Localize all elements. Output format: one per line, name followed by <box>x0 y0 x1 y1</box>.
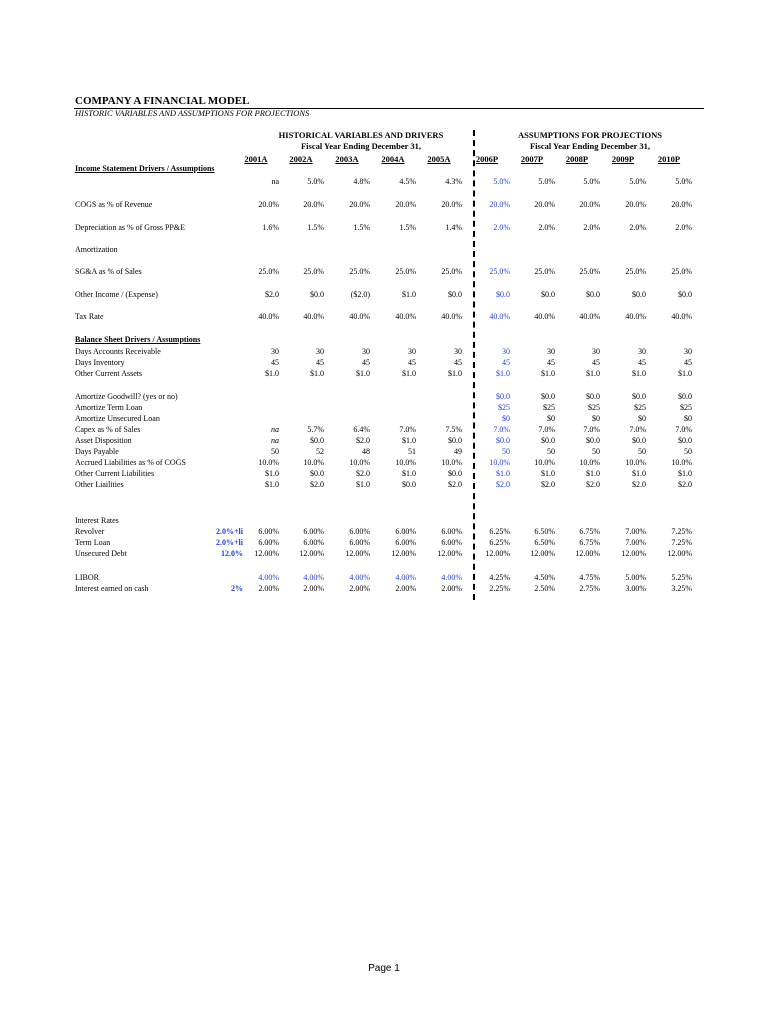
table-cell: $1.0 <box>586 369 600 378</box>
table-cell: 7.25% <box>671 527 692 536</box>
table-cell: 1.5% <box>307 223 324 232</box>
table-cell: 5.25% <box>671 573 692 582</box>
table-cell: 40.0% <box>303 312 324 321</box>
year-header-2002a: 2002A <box>289 154 313 164</box>
table-cell: 10.0% <box>579 458 600 467</box>
row-label: Interest Rates <box>75 516 119 525</box>
table-cell: 2.0% <box>538 223 555 232</box>
table-cell: $1.0 <box>402 436 416 445</box>
balance-section-heading: Balance Sheet Drivers / Assumptions <box>75 335 201 344</box>
table-cell: $0.0 <box>678 392 692 401</box>
table-cell: 20.0% <box>258 200 279 209</box>
table-cell: 6.25% <box>489 538 510 547</box>
table-cell: 25.0% <box>489 267 510 276</box>
table-cell: 1.6% <box>262 223 279 232</box>
table-cell: 50 <box>271 447 279 456</box>
table-cell: 10.0% <box>395 458 416 467</box>
row-label: COGS as % of Revenue <box>75 200 153 209</box>
table-cell: 1.4% <box>445 223 462 232</box>
table-cell: 10.0% <box>671 458 692 467</box>
table-cell: 12.00% <box>345 549 370 558</box>
table-cell: 4.00% <box>395 573 416 582</box>
rate-spread-input: 2.0%+li <box>215 527 243 536</box>
table-cell: 20.0% <box>349 200 370 209</box>
table-cell: $1.0 <box>496 469 510 478</box>
row-label: Depreciation as % of Gross PP&E <box>75 223 185 232</box>
table-cell: ($2.0) <box>350 290 370 299</box>
table-cell: 6.00% <box>349 538 370 547</box>
table-cell: 30 <box>362 347 370 356</box>
row-label: Other Current Liabilities <box>75 469 155 478</box>
table-cell: 5.0% <box>307 177 324 186</box>
table-cell: 4.25% <box>489 573 510 582</box>
table-cell: 1.5% <box>353 223 370 232</box>
table-cell: $0.0 <box>586 436 600 445</box>
table-cell: 10.0% <box>258 458 279 467</box>
table-cell: 5.0% <box>538 177 555 186</box>
table-cell: 12.00% <box>621 549 646 558</box>
table-cell: 10.0% <box>441 458 462 467</box>
year-header-2004a: 2004A <box>381 154 405 164</box>
table-cell: 25.0% <box>625 267 646 276</box>
table-cell: $0.0 <box>541 392 555 401</box>
table-cell: 10.0% <box>534 458 555 467</box>
table-cell: 4.75% <box>579 573 600 582</box>
table-cell: 20.0% <box>625 200 646 209</box>
table-cell: 40.0% <box>489 312 510 321</box>
table-cell: 45 <box>316 358 324 367</box>
table-cell: $1.0 <box>402 369 416 378</box>
table-cell: 45 <box>684 358 692 367</box>
table-cell: 45 <box>408 358 416 367</box>
table-cell: 4.00% <box>441 573 462 582</box>
table-cell: 50 <box>592 447 600 456</box>
table-cell: $0.0 <box>541 436 555 445</box>
year-header-2006p: 2006P <box>475 154 499 164</box>
table-cell: 7.00% <box>625 538 646 547</box>
year-header-2003a: 2003A <box>335 154 359 164</box>
table-cell: $1.0 <box>265 480 279 489</box>
table-cell: 2.0% <box>675 223 692 232</box>
row-label: Other Current Assets <box>75 369 143 378</box>
table-cell: $2.0 <box>586 480 600 489</box>
table-cell: 2.0% <box>629 223 646 232</box>
year-header-2009p: 2009P <box>611 154 635 164</box>
table-cell: $1.0 <box>448 369 462 378</box>
table-cell: 6.00% <box>441 527 462 536</box>
table-cell: 49 <box>454 447 462 456</box>
row-label: Days Inventory <box>75 358 125 367</box>
table-cell: 2.75% <box>579 584 600 593</box>
table-cell: $0.0 <box>678 290 692 299</box>
table-cell: 45 <box>502 358 510 367</box>
table-cell: 45 <box>638 358 646 367</box>
projection-subheader: Fiscal Year Ending December 31, <box>529 141 650 151</box>
table-cell: $25 <box>680 403 692 412</box>
row-label: Amortization <box>75 245 118 254</box>
table-cell: $0.0 <box>310 290 324 299</box>
table-cell: $1.0 <box>678 369 692 378</box>
table-cell: 6.75% <box>579 527 600 536</box>
table-cell: 6.00% <box>349 527 370 536</box>
table-cell: na <box>271 436 279 445</box>
table-cell: 7.0% <box>583 425 600 434</box>
table-cell: 2.00% <box>441 584 462 593</box>
row-label: LIBOR <box>75 573 99 582</box>
row-label: Capex as % of Sales <box>75 425 141 434</box>
table-cell: $0.0 <box>678 436 692 445</box>
table-cell: na <box>271 177 279 186</box>
table-cell: $2.0 <box>541 480 555 489</box>
table-cell: 10.0% <box>625 458 646 467</box>
table-cell: $0.0 <box>448 469 462 478</box>
table-cell: 40.0% <box>534 312 555 321</box>
table-cell: 40.0% <box>441 312 462 321</box>
table-cell: $0.0 <box>586 392 600 401</box>
table-cell: 4.00% <box>349 573 370 582</box>
table-cell: $0.0 <box>541 290 555 299</box>
table-cell: 7.00% <box>625 527 646 536</box>
table-cell: $0.0 <box>496 392 510 401</box>
table-cell: $2.0 <box>496 480 510 489</box>
table-cell: 25.0% <box>349 267 370 276</box>
table-cell: $0.0 <box>448 436 462 445</box>
table-cell: $0.0 <box>310 436 324 445</box>
table-cell: 30 <box>454 347 462 356</box>
row-label: Unsecured Debt <box>75 549 127 558</box>
table-cell: 30 <box>271 347 279 356</box>
table-cell: $2.0 <box>632 480 646 489</box>
table-cell: 50 <box>638 447 646 456</box>
rate-spread-input: 2.0%+li <box>215 538 243 547</box>
table-cell: $1.0 <box>541 469 555 478</box>
table-cell: 7.0% <box>675 425 692 434</box>
table-cell: 40.0% <box>395 312 416 321</box>
table-cell: 12.00% <box>485 549 510 558</box>
table-cell: 4.00% <box>258 573 279 582</box>
rate-spread-input: 2% <box>231 584 243 593</box>
table-cell: 45 <box>454 358 462 367</box>
table-cell: 30 <box>316 347 324 356</box>
table-cell: $1.0 <box>678 469 692 478</box>
year-header-2010p: 2010P <box>657 154 681 164</box>
table-cell: 6.00% <box>303 527 324 536</box>
year-header-2007p: 2007P <box>520 154 544 164</box>
row-label: SG&A as % of Sales <box>75 267 142 276</box>
table-cell: 20.0% <box>534 200 555 209</box>
table-cell: 20.0% <box>579 200 600 209</box>
table-cell: 12.00% <box>254 549 279 558</box>
table-cell: 2.0% <box>493 223 510 232</box>
table-cell: $1.0 <box>265 469 279 478</box>
table-cell: 12.00% <box>437 549 462 558</box>
table-cell: 25.0% <box>579 267 600 276</box>
table-cell: $2.0 <box>356 469 370 478</box>
table-cell: 20.0% <box>395 200 416 209</box>
row-label: Days Payable <box>75 447 119 456</box>
historical-subheader: Fiscal Year Ending December 31, <box>300 141 421 151</box>
table-cell: 45 <box>547 358 555 367</box>
table-cell: 25.0% <box>395 267 416 276</box>
row-label: Amortize Goodwill? (yes or no) <box>75 392 178 401</box>
table-cell: 2.50% <box>534 584 555 593</box>
table-cell: 4.3% <box>445 177 462 186</box>
table-cell: 45 <box>592 358 600 367</box>
table-cell: 4.8% <box>353 177 370 186</box>
table-cell: 6.00% <box>258 527 279 536</box>
table-cell: 6.00% <box>258 538 279 547</box>
table-cell: $2.0 <box>678 480 692 489</box>
rate-spread-input: 12.0% <box>221 549 243 558</box>
table-cell: $1.0 <box>632 469 646 478</box>
table-cell: 30 <box>592 347 600 356</box>
table-cell: 4.50% <box>534 573 555 582</box>
table-cell: 5.0% <box>675 177 692 186</box>
table-cell: 2.00% <box>303 584 324 593</box>
table-cell: 5.0% <box>493 177 510 186</box>
row-label: Interest earned on cash <box>75 584 149 593</box>
historical-header: HISTORICAL VARIABLES AND DRIVERS <box>278 130 444 140</box>
table-cell: $25 <box>588 403 600 412</box>
page-number: Page 1 <box>368 963 400 974</box>
table-cell: 50 <box>684 447 692 456</box>
table-cell: 30 <box>684 347 692 356</box>
page-subtitle: HISTORIC VARIABLES AND ASSUMPTIONS FOR PROJECTIONS <box>75 108 310 118</box>
table-cell: $0.0 <box>496 290 510 299</box>
table-cell: 20.0% <box>441 200 462 209</box>
table-cell: $2.0 <box>356 436 370 445</box>
table-cell: 48 <box>362 447 370 456</box>
table-cell: 40.0% <box>671 312 692 321</box>
table-cell: 7.0% <box>399 425 416 434</box>
table-cell: $1.0 <box>265 369 279 378</box>
table-cell: $0 <box>638 414 646 423</box>
row-label: Amortize Unsecured Loan <box>75 414 160 423</box>
table-cell: 12.00% <box>299 549 324 558</box>
table-cell: 30 <box>408 347 416 356</box>
table-cell: 10.0% <box>349 458 370 467</box>
table-cell: 5.0% <box>583 177 600 186</box>
table-cell: 5.7% <box>307 425 324 434</box>
row-label: Days Accounts Receivable <box>75 347 161 356</box>
table-cell: 25.0% <box>441 267 462 276</box>
page-title: COMPANY A FINANCIAL MODEL <box>75 95 250 107</box>
table-cell: 25.0% <box>303 267 324 276</box>
row-label: Term Loan <box>75 538 111 547</box>
row-label: Revolver <box>75 527 105 536</box>
table-cell: 20.0% <box>303 200 324 209</box>
table-cell: 6.25% <box>489 527 510 536</box>
table-cell: $2.0 <box>448 480 462 489</box>
table-cell: $0.0 <box>310 469 324 478</box>
table-cell: 25.0% <box>258 267 279 276</box>
table-cell: 40.0% <box>579 312 600 321</box>
table-cell: $0.0 <box>448 290 462 299</box>
income-section-heading: Income Statement Drivers / Assumptions <box>75 164 215 173</box>
table-cell: 10.0% <box>489 458 510 467</box>
table-cell: $0.0 <box>496 436 510 445</box>
table-cell: $1.0 <box>402 290 416 299</box>
table-cell: 12.00% <box>575 549 600 558</box>
table-cell: 2.25% <box>489 584 510 593</box>
table-cell: na <box>271 425 279 434</box>
table-cell: 25.0% <box>534 267 555 276</box>
table-cell: 6.00% <box>395 527 416 536</box>
table-cell: 25.0% <box>671 267 692 276</box>
table-cell: $0.0 <box>632 436 646 445</box>
table-cell: $1.0 <box>402 469 416 478</box>
year-header-2008p: 2008P <box>565 154 589 164</box>
table-cell: 50 <box>502 447 510 456</box>
table-cell: 52 <box>316 447 324 456</box>
row-label: Other Liailities <box>75 480 124 489</box>
table-cell: $1.0 <box>310 369 324 378</box>
table-cell: 2.00% <box>395 584 416 593</box>
table-cell: 6.00% <box>441 538 462 547</box>
table-cell: $1.0 <box>632 369 646 378</box>
table-cell: 6.00% <box>303 538 324 547</box>
table-cell: 45 <box>362 358 370 367</box>
table-cell: 5.00% <box>625 573 646 582</box>
table-cell: $2.0 <box>310 480 324 489</box>
table-cell: 1.5% <box>399 223 416 232</box>
table-cell: $25 <box>498 403 510 412</box>
table-cell: $25 <box>543 403 555 412</box>
table-cell: 6.00% <box>395 538 416 547</box>
historical-projection-divider <box>473 130 475 600</box>
table-cell: $1.0 <box>496 369 510 378</box>
table-cell: 51 <box>408 447 416 456</box>
table-cell: 12.00% <box>667 549 692 558</box>
table-cell: 30 <box>638 347 646 356</box>
table-cell: 4.5% <box>399 177 416 186</box>
table-cell: $1.0 <box>356 369 370 378</box>
table-cell: 2.00% <box>258 584 279 593</box>
table-cell: 6.75% <box>579 538 600 547</box>
table-cell: $0 <box>592 414 600 423</box>
table-cell: $25 <box>634 403 646 412</box>
table-cell: 12.00% <box>391 549 416 558</box>
table-cell: 20.0% <box>671 200 692 209</box>
table-cell: 45 <box>271 358 279 367</box>
table-cell: $0.0 <box>632 392 646 401</box>
table-cell: 10.0% <box>303 458 324 467</box>
table-cell: 2.0% <box>583 223 600 232</box>
table-cell: 2.00% <box>349 584 370 593</box>
table-cell: $0.0 <box>632 290 646 299</box>
table-cell: $0.0 <box>402 480 416 489</box>
table-cell: 50 <box>547 447 555 456</box>
row-label: Accrued Liabilities as % of COGS <box>75 458 186 467</box>
table-cell: 40.0% <box>625 312 646 321</box>
projection-header: ASSUMPTIONS FOR PROJECTIONS <box>517 130 663 140</box>
table-cell: 5.0% <box>629 177 646 186</box>
table-cell: 40.0% <box>258 312 279 321</box>
table-cell: $0.0 <box>586 290 600 299</box>
table-cell: $0 <box>684 414 692 423</box>
table-cell: 6.50% <box>534 538 555 547</box>
table-cell: 3.25% <box>671 584 692 593</box>
year-header-2001a: 2001A <box>244 154 268 164</box>
row-label: Amortize Term Loan <box>75 403 143 412</box>
table-cell: 30 <box>502 347 510 356</box>
table-cell: 40.0% <box>349 312 370 321</box>
table-cell: $1.0 <box>586 469 600 478</box>
table-cell: $1.0 <box>356 480 370 489</box>
row-label: Other Income / (Expense) <box>75 290 158 299</box>
table-cell: 6.4% <box>353 425 370 434</box>
row-label: Tax Rate <box>75 312 104 321</box>
table-cell: $0 <box>502 414 510 423</box>
table-cell: $0 <box>547 414 555 423</box>
table-cell: 7.0% <box>629 425 646 434</box>
table-cell: 3.00% <box>625 584 646 593</box>
table-cell: $2.0 <box>265 290 279 299</box>
table-cell: 12.00% <box>530 549 555 558</box>
table-cell: $1.0 <box>541 369 555 378</box>
table-cell: 7.0% <box>538 425 555 434</box>
row-label: Asset Disposition <box>75 436 132 445</box>
table-cell: 20.0% <box>489 200 510 209</box>
table-cell: 4.00% <box>303 573 324 582</box>
table-cell: 7.25% <box>671 538 692 547</box>
table-cell: 7.5% <box>445 425 462 434</box>
table-cell: 30 <box>547 347 555 356</box>
table-cell: 6.50% <box>534 527 555 536</box>
table-cell: 7.0% <box>493 425 510 434</box>
year-header-2005a: 2005A <box>427 154 451 164</box>
